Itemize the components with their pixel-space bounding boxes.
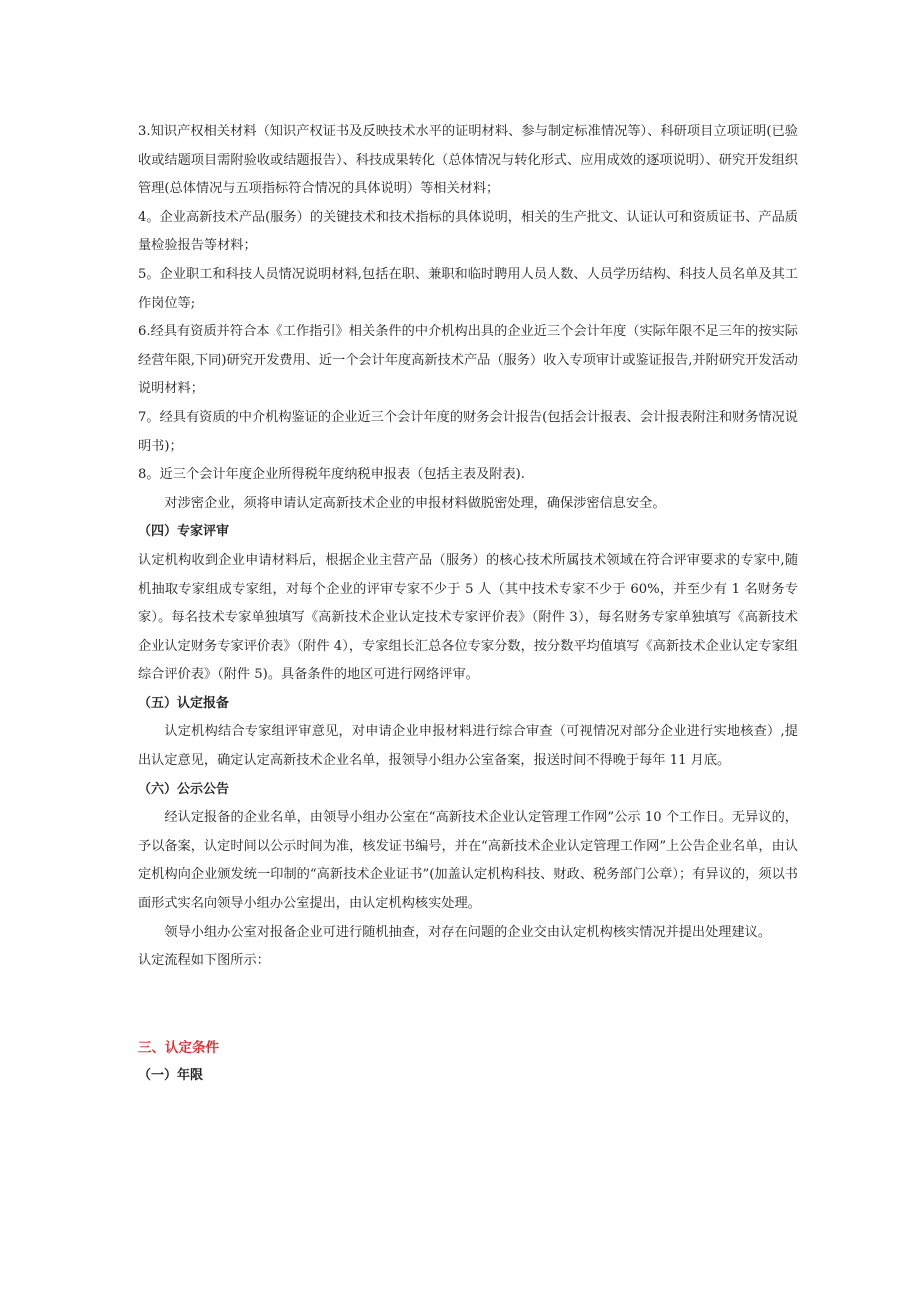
section-expert-review-heading: （四）专家评审 [138, 524, 230, 540]
material-item-8: 8。近三个会计年度企业所得税年度纳税申报表（包括主表及附表). [138, 467, 525, 483]
material-item-3: 3.知识产权相关材料（知识产权证书及反映技术水平的证明材料、参与制定标准情况等）、科研项目立项证明(已验收或结题项目需附验收或结题报告）、科技成果转化（总体情况与转化形式、应用成效的逐项说明）、研究开发组织管理(总体情况与五项指标符合情况的具体说明）等相关材料； [138, 124, 798, 197]
section-expert-review-body: 认定机构收到企业申请材料后，根据企业主营产品（服务）的核心技术所属技术领域在符合评审要求的专家中,随机抽取专家组成专家组，对每个企业的评审专家不少于 5 人（其中技术专家不少于 60%，并至少有 1 名财务专家）。每名技术专家单独填写《高新技术企业认定技术专家评价表》（附件 3），每名财务专家单独填写《高新技术企业认定财务专家评价表》（附件 4），专家组长汇总各位专家分数，按分数平均值填写《高新技术企业认定专家组综合评价表》（附件 5)。具备条件的地区可进行网络评审。 [138, 552, 798, 683]
section-publicity-heading: （六）公示公告 [138, 781, 230, 797]
section-publicity-body: 经认定报备的企业名单，由领导小组办公室在“高新技术企业认定管理工作网”公示 10 个工作日。无异议的，予以备案，认定时间以公示时间为准，核发证书编号，并在“高新技术企业认定管理工作网”上公告企业名单，由认定机构向企业颁发统一印制的“高新技术企业证书”(加盖认定机构科技、财政、税务部门公章）；有异议的，须以书面形式实名向领导小组办公室提出，由认定机构核实处理。 [138, 810, 798, 912]
document-body [138, 118, 798, 1091]
material-item-7: 7。经具有资质的中介机构鉴证的企业近三个会计年度的财务会计报告(包括会计报表、会计报表附注和财务情况说明书)； [138, 409, 798, 454]
section-publicity-inspection: 领导小组办公室对报备企业可进行随机抽查，对存在问题的企业交由认定机构核实情况并提出处理建议。 [164, 924, 772, 940]
subsection-years-heading: （一）年限 [138, 1068, 204, 1084]
section-title-conditions: 三、认定条件 [138, 1039, 219, 1056]
material-item-6: 6.经具有资质并符合本《工作指引》相关条件的中介机构出具的企业近三个会计年度（实际年限不足三年的按实际经营年限,下同)研究开发费用、近一个会计年度高新技术产品（服务）收入专项审计或鉴证报告,并附研究开发活动说明材料； [138, 324, 798, 397]
section-filing-heading: （五）认定报备 [138, 695, 230, 711]
material-item-4: 4。企业高新技术产品(服务）的关键技术和技术指标的具体说明，相关的生产批文、认证认可和资质证书、产品质量检验报告等材料； [138, 209, 798, 254]
flow-chart-note: 认定流程如下图所示： [138, 953, 270, 969]
section-filing-body: 认定机构结合专家组评审意见，对申请企业申报材料进行综合审查（可视情况对部分企业进行实地核查）,提出认定意见，确定认定高新技术企业名单，报领导小组办公室备案，报送时间不得晚于每年 11 月底。 [138, 724, 798, 769]
material-item-5: 5。企业职工和科技人员情况说明材料,包括在职、兼职和临时聘用人员人数、人员学历结构、科技人员名单及其工作岗位等; [138, 266, 798, 311]
figure-gap [138, 976, 798, 1034]
confidential-note: 对涉密企业，须将申请认定高新技术企业的申报材料做脱密处理，确保涉密信息安全。 [164, 495, 666, 511]
